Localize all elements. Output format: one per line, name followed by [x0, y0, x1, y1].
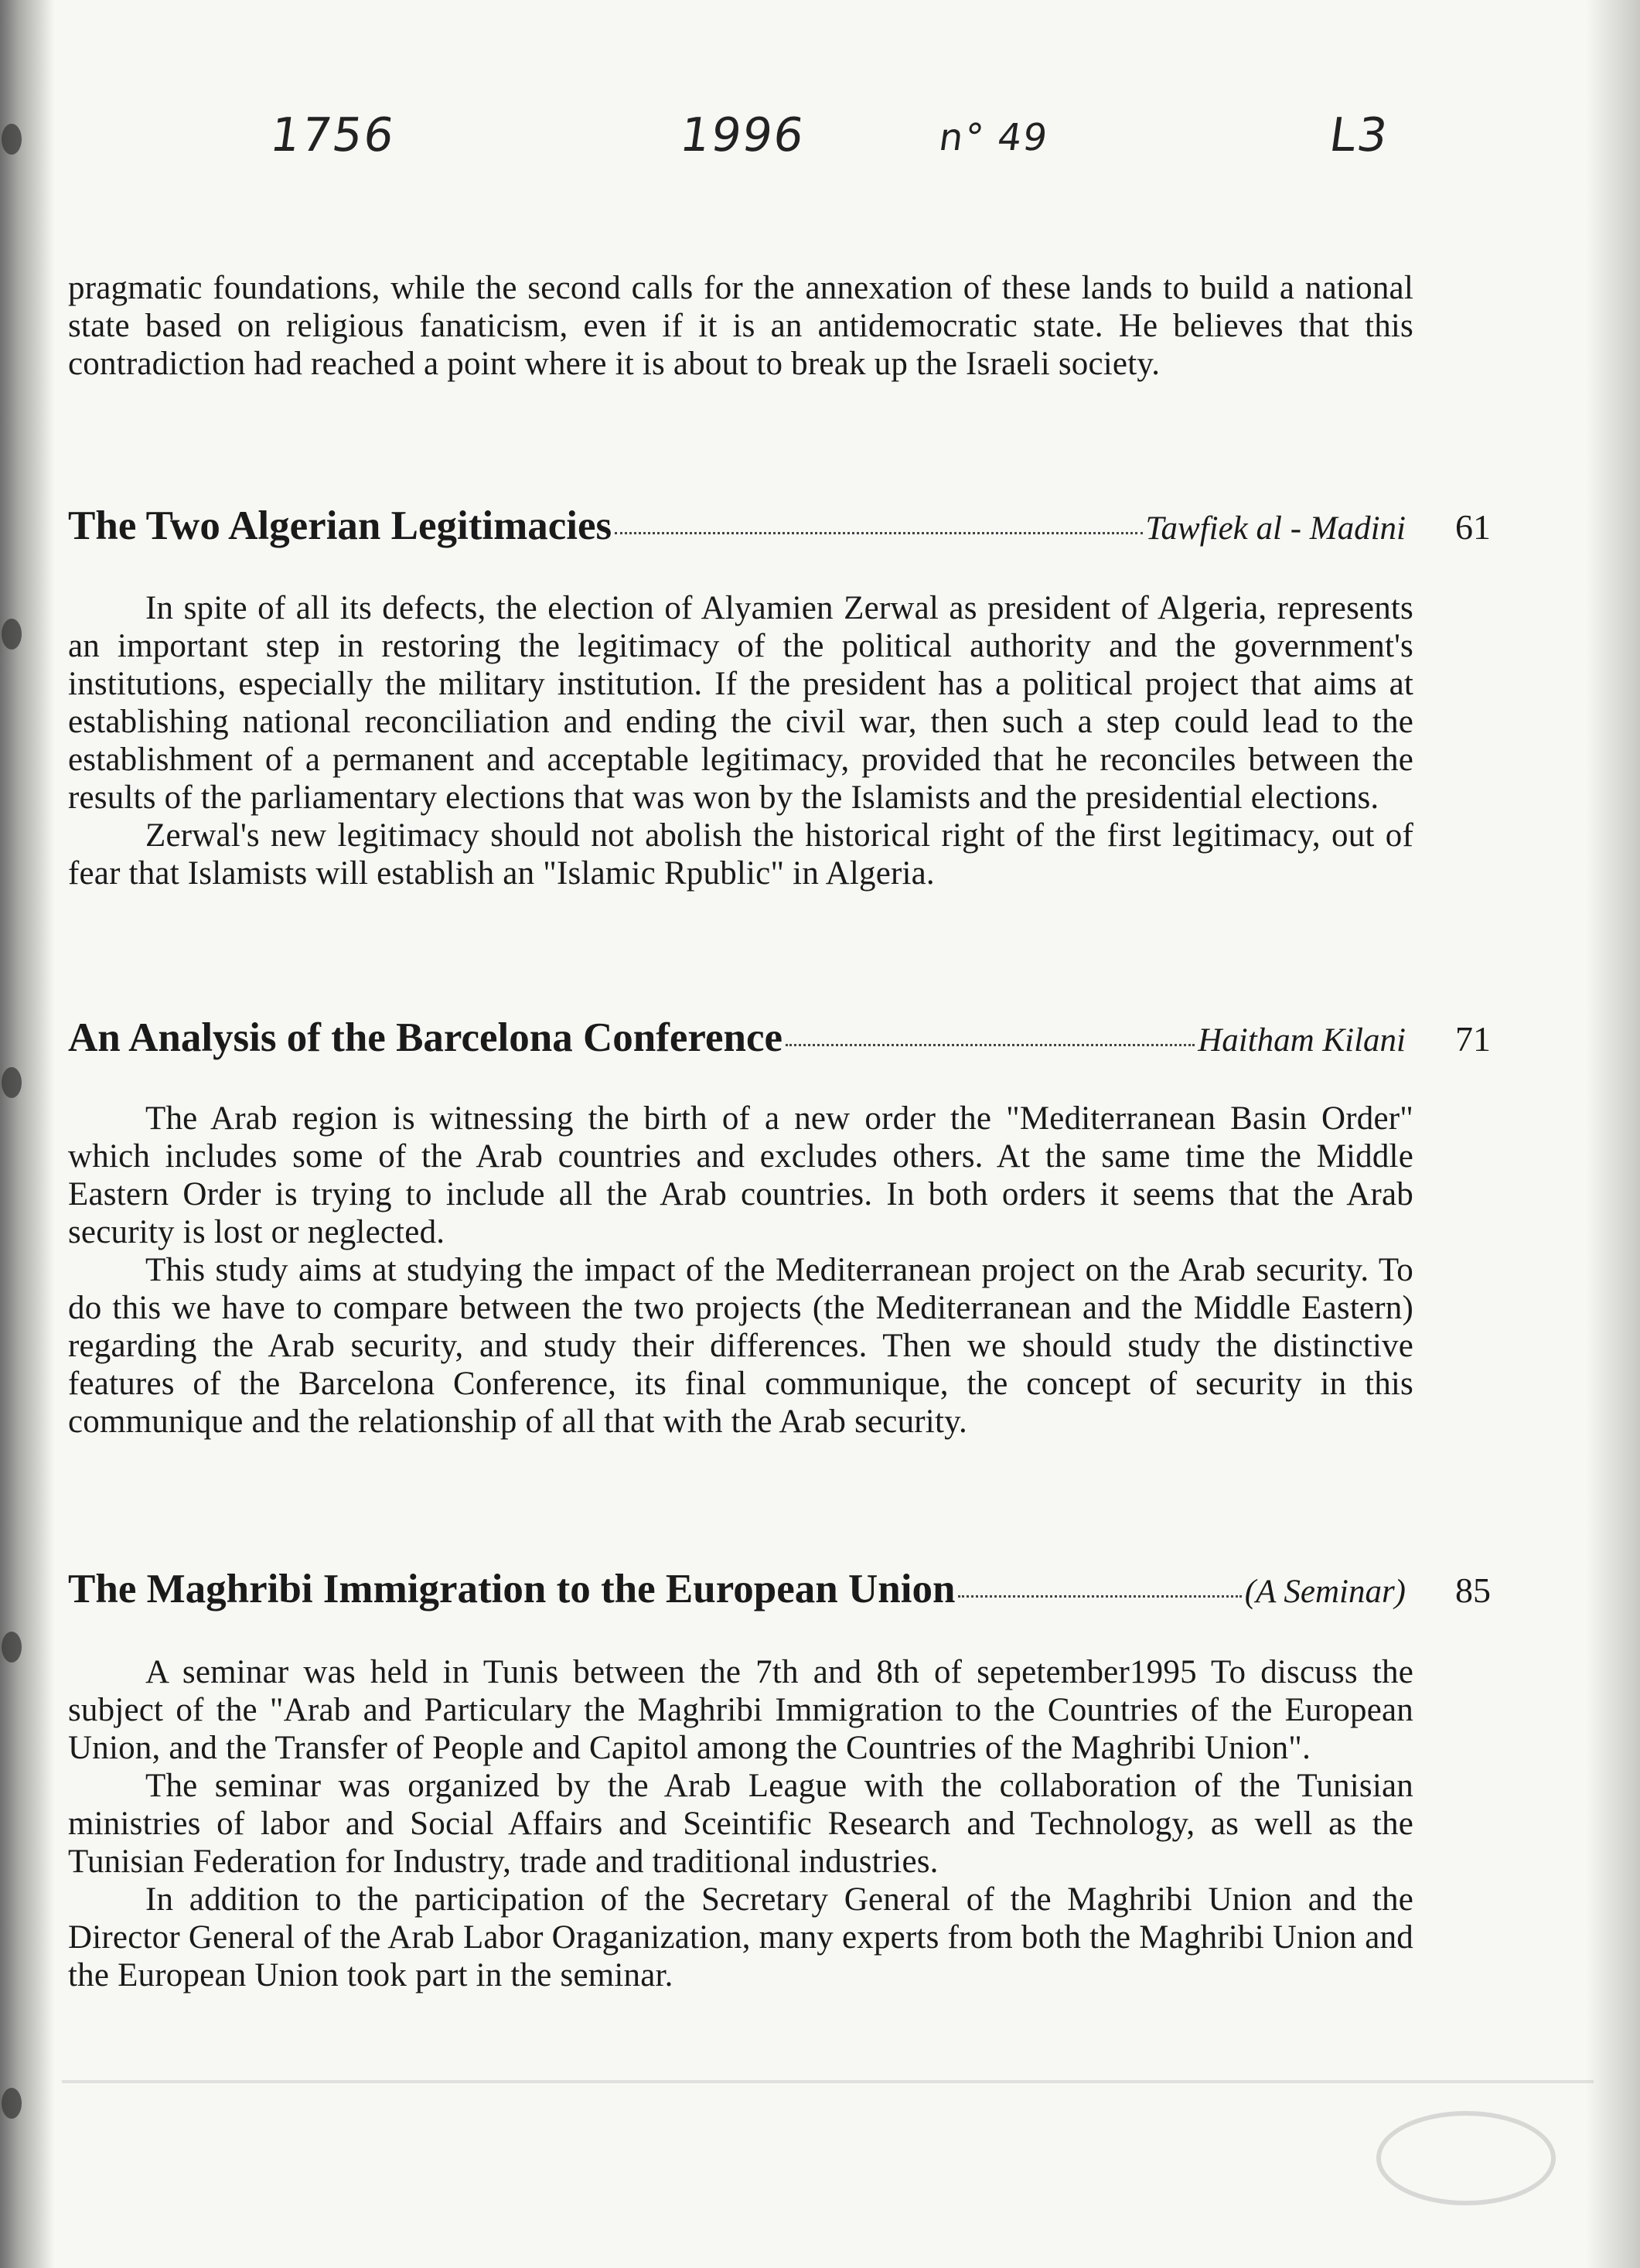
binding-shadow: [0, 0, 54, 2268]
article-author: (A Seminar): [1244, 1574, 1406, 1610]
binding-hole: [2, 1067, 22, 1098]
page-number: 85: [1455, 1571, 1491, 1610]
article-abstract: [68, 1653, 1413, 1994]
dot-leader: [615, 532, 1142, 534]
page-number: 61: [1455, 507, 1491, 547]
toc-entry: [68, 1015, 1491, 1061]
binding-hole: [2, 2088, 22, 2119]
page-edge-shadow: [1586, 0, 1640, 2268]
binding-hole: [2, 1632, 22, 1663]
handwritten-note: 1756: [267, 108, 399, 162]
handwritten-note: 1996: [677, 108, 809, 162]
abstract-paragraph: A seminar was held in Tunis between the 7th and 8th of sepetember1995 To discuss the subject of the "Arab and Particulary the Maghribi Immigration to the Countries of the European Union, and the Transfer of People and Capitol among the Countries of the Maghribi Union".: [68, 1654, 1413, 1766]
show-through-line: [62, 2080, 1594, 2083]
article-author: Tawfiek al - Madini: [1145, 510, 1406, 547]
abstract-paragraph: This study aims at studying the impact of the Mediterranean project on the Arab security. To do this we have to compare between the two projects (the Mediterranean and the Middle Eastern) regarding the Arab security, and study their differences. Then we should study the distinctive features of the Barcelona Conference, its final communique, the concept of security in this communique and the relationship of all that with the Arab security.: [68, 1252, 1413, 1440]
article-abstract: [68, 1100, 1413, 1441]
abstract-paragraph: The seminar was organized by the Arab League with the collaboration of the Tunisian ministries of labor and Social Affairs and Sceintific Research and Technology, as well as the Tunisian Federation for Industry, trade and traditional industries.: [68, 1768, 1413, 1880]
abstract-paragraph: In addition to the participation of the Secretary General of the Maghribi Union and the Director General of the Arab Labor Oraganization, many experts from both the Maghribi Union and the European Union took part in the seminar.: [68, 1881, 1413, 1993]
article-title: The Two Algerian Legitimacies: [68, 503, 612, 548]
article-abstract: [68, 589, 1413, 892]
intro-block: [68, 269, 1413, 383]
dot-leader: [786, 1044, 1195, 1046]
abstract-paragraph: Zerwal's new legitimacy should not abolish the historical right of the first legitimacy, out of fear that Islamists will establish an "Islamic Rpublic" in Algeria.: [68, 817, 1413, 892]
article-author: Haitham Kilani: [1198, 1022, 1406, 1059]
handwritten-note: L3: [1326, 108, 1393, 162]
dot-leader: [958, 1595, 1241, 1598]
article-title: The Maghribi Immigration to the European Union: [68, 1567, 956, 1611]
toc-entry: [68, 1566, 1491, 1612]
handwritten-note: n° 49: [936, 116, 1052, 159]
binding-hole: [2, 124, 22, 155]
page-number: 71: [1455, 1019, 1491, 1059]
article-title: An Analysis of the Barcelona Conference: [68, 1015, 783, 1060]
abstract-paragraph: The Arab region is witnessing the birth of a new order the "Mediterranean Basin Order" which includes some of the Arab countries and excludes others. At the same time the Middle Eastern Order is trying to include all the Arab countries. In both orders it seems that the Arab security is lost or neglected.: [68, 1100, 1413, 1250]
show-through-emblem: [1376, 2111, 1556, 2205]
intro-paragraph: pragmatic foundations, while the second calls for the annexation of these lands to build a national state based on religious fanaticism, even if it is an antidemocratic state. He believes that this contradiction had reached a point where it is about to break up the Israeli society.: [68, 270, 1413, 382]
toc-entry: [68, 503, 1491, 549]
abstract-paragraph: In spite of all its defects, the election of Alyamien Zerwal as president of Algeria, represents an important step in restoring the legitimacy of the political authority and the government's institutions, especially the military institution. If the president has a political project that aims at establishing national reconciliation and ending the civil war, then such a step could lead to the establishment of a permanent and acceptable legitimacy, provided that he reconciles between the results of the parliamentary elections that was won by the Islamists and the presidential elections.: [68, 590, 1413, 816]
binding-hole: [2, 619, 22, 650]
